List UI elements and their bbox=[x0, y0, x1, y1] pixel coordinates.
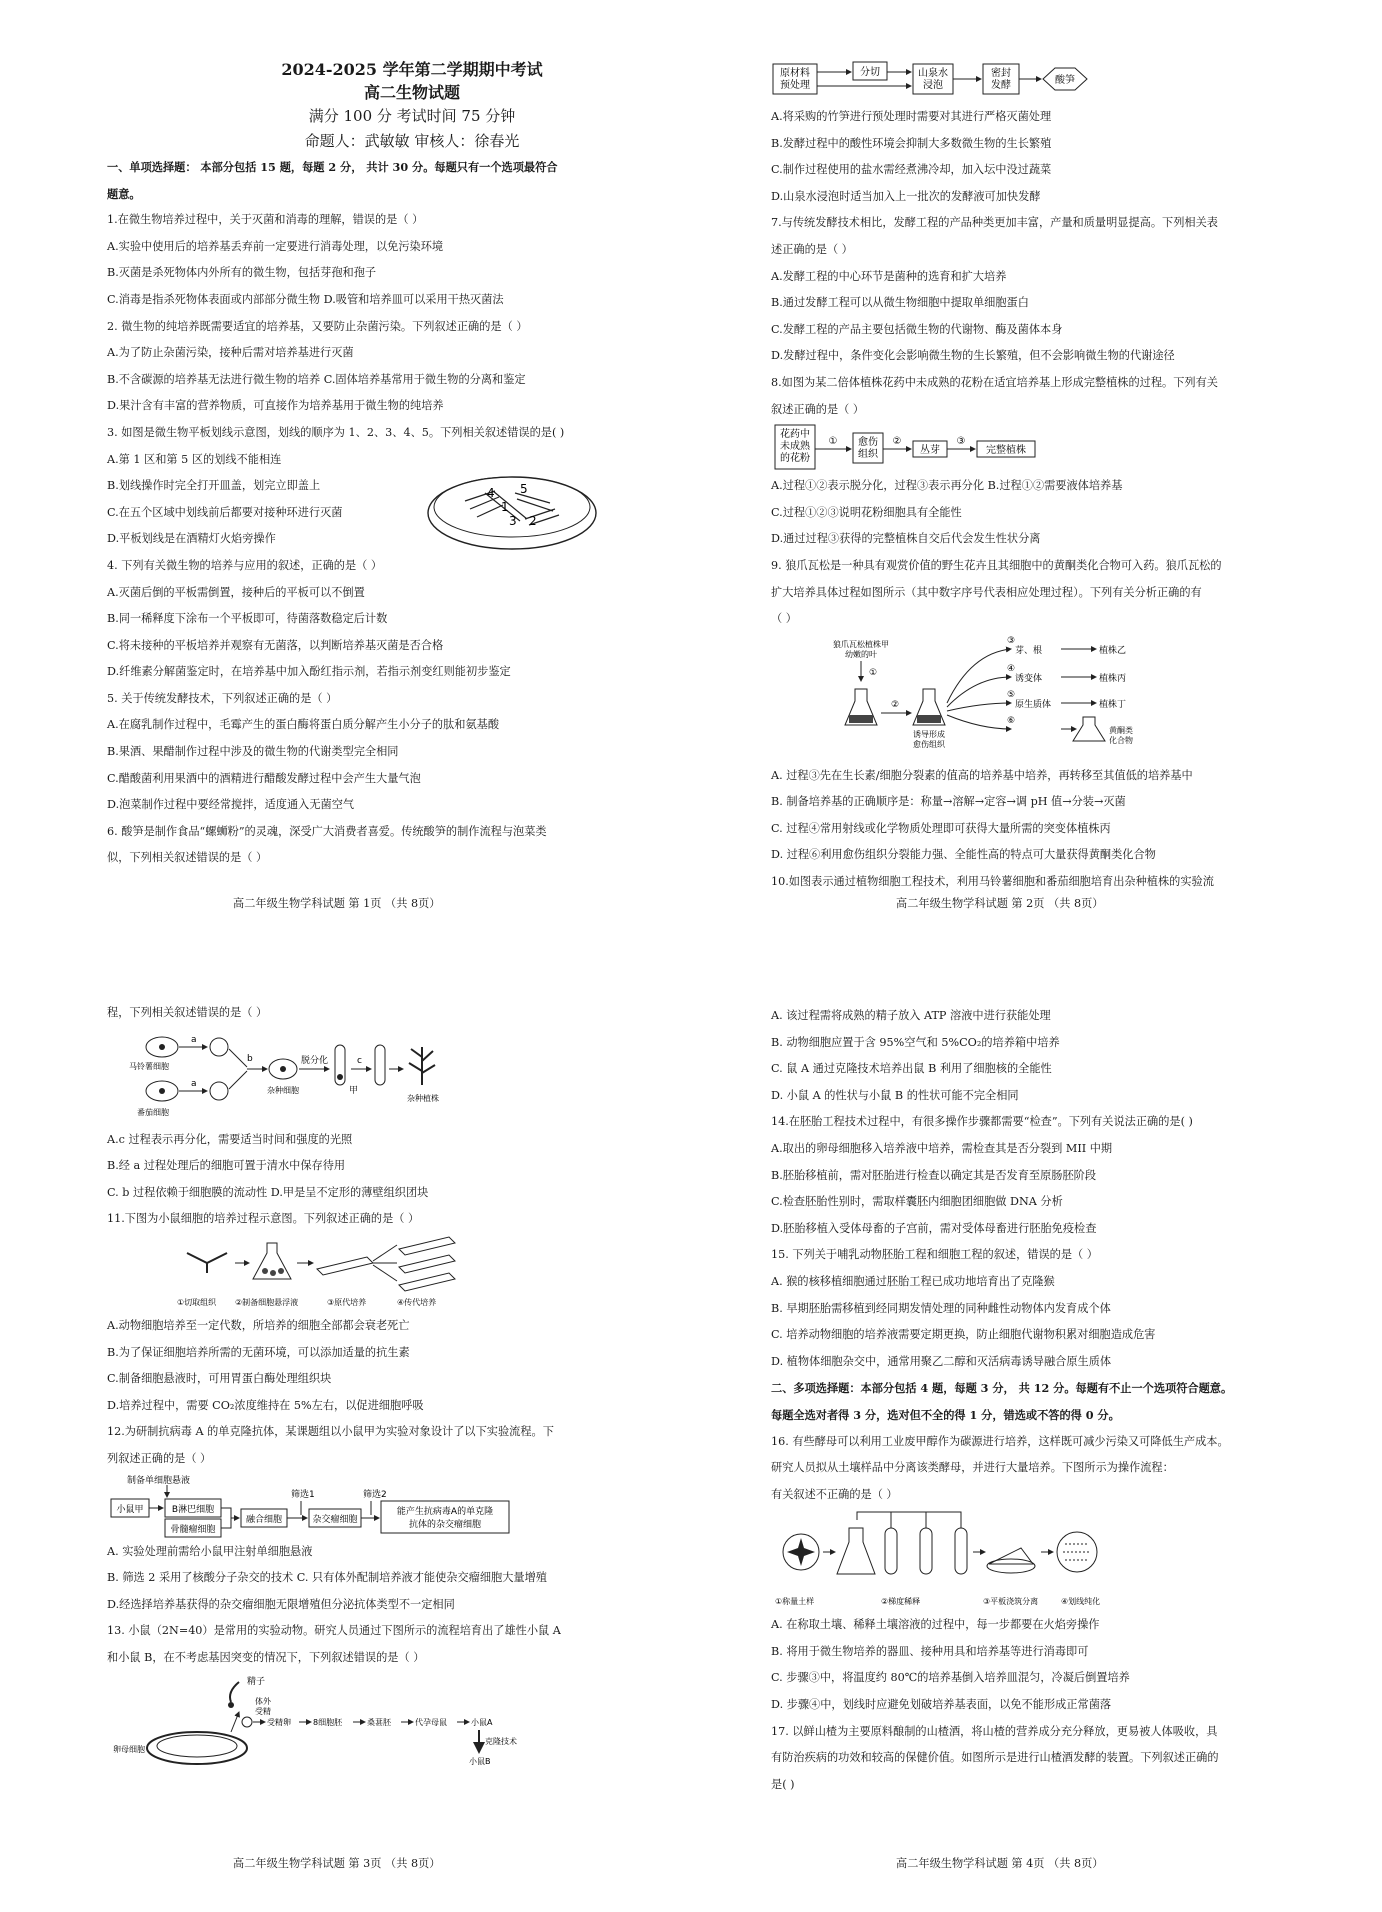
step-num: ③ bbox=[956, 436, 966, 448]
fig-label: 诱导形成愈伤组织 bbox=[913, 729, 945, 749]
flow-step: 山泉水浸泡 bbox=[918, 68, 948, 91]
question-line: A. 过程③先在生长素/细胞分裂素的值高的培养基中培养，再转移至其值低的培养基中 bbox=[771, 768, 1193, 782]
fig-caption: ①切取组织 bbox=[177, 1297, 217, 1307]
yeast-isolation-figure bbox=[771, 1508, 1151, 1612]
q10-stem-cont: 程，下列相关叙述错误的是（ ） bbox=[107, 1006, 268, 1019]
fig-label: 骨髓瘤细胞 bbox=[170, 1524, 216, 1535]
clone-mouse-figure bbox=[107, 1672, 567, 1768]
question-line: 2. 微生物的纯培养既需要适宜的培养基，又要防止杂菌污染。下列叙述正确的是（ ） bbox=[107, 319, 528, 333]
question-line: D. 小鼠 A 的性状与小鼠 B 的性状可能不完全相同 bbox=[771, 1088, 1019, 1102]
question-line: 是( ) bbox=[771, 1777, 795, 1791]
section-1-header-cont: 题意。 bbox=[107, 186, 141, 201]
question-line: 9. 狼爪瓦松是一种具有观赏价值的野生花卉且其细胞中的黄酮类化合物可入药。狼爪瓦松的 bbox=[771, 558, 1222, 572]
question-line: 3. 如图是微生物平板划线示意图，划线的顺序为 1、2、3、4、5。下列相关叙述错误的是( ) bbox=[107, 425, 565, 439]
exam-subtitle: 高二生物试题 bbox=[363, 83, 460, 102]
fig-label: 芽、根 bbox=[1015, 645, 1043, 656]
footer: 高二年级生物学科试题 第 4页 （共 8页） bbox=[896, 1857, 1104, 1870]
question-line: B.同一稀释度下涂布一个平板即可，待菌落数稳定后计数 bbox=[107, 612, 388, 626]
question-line: 有关叙述不正确的是（ ） bbox=[771, 1487, 898, 1501]
section-2-header-cont: 每题全选对者得 3 分，选对但不全的得 1 分，错选或不答的得 0 分。 bbox=[771, 1407, 1120, 1422]
fig-caption: ②制备细胞悬浮液 bbox=[235, 1297, 299, 1307]
question-line: 15. 下列关于哺乳动物胚胎工程和细胞工程的叙述，错误的是（ ） bbox=[771, 1248, 1098, 1262]
page-3-questions-b bbox=[107, 1313, 717, 1473]
wolfclaw-culture-figure bbox=[811, 633, 1211, 763]
question-line: 1.在微生物培养过程中，关于灭菌和消毒的理解，错误的是（ ） bbox=[107, 213, 424, 227]
page-2 bbox=[771, 52, 1381, 896]
question-line: A.发酵工程的中心环节是菌种的选育和扩大培养 bbox=[771, 269, 1007, 283]
page-4 bbox=[771, 1003, 1381, 1798]
fig-label: 杂种细胞 bbox=[267, 1085, 299, 1095]
question-line: C. 过程④常用射线或化学物质处理即可获得大量所需的突变体植株丙 bbox=[771, 821, 1111, 835]
question-line: 10.如图表示通过植物细胞工程技术，利用马铃薯细胞和番茄细胞培育出杂种植株的实验流 bbox=[771, 875, 1214, 889]
question-line: D.泡菜制作过程中要经常搅拌，适度通入无菌空气 bbox=[107, 798, 355, 812]
fig-label: 桑葚胚 bbox=[367, 1717, 391, 1727]
fig-label: 代孕母鼠 bbox=[415, 1717, 447, 1727]
question-line: A.动物细胞培养至一定代数，所培养的细胞全部都会衰老死亡 bbox=[107, 1318, 410, 1332]
fig-label: 融合细胞 bbox=[245, 1514, 283, 1525]
question-line: A. 该过程需将成熟的精子放入 ATP 溶液中进行获能处理 bbox=[771, 1009, 1051, 1022]
step-num: ⑤ bbox=[1007, 689, 1016, 700]
fig-label: 花药中未成熟的花粉 bbox=[780, 429, 810, 465]
score-time: 满分 100 分 考试时间 75 分钟 bbox=[308, 107, 516, 125]
question-line: 列叙述正确的是（ ） bbox=[107, 1451, 212, 1465]
monoclonal-flow-figure bbox=[107, 1473, 527, 1539]
question-line: A. 猴的核移植细胞通过胚胎工程已成功地培育出了克隆猴 bbox=[771, 1274, 1055, 1288]
question-line: D.培养过程中，需要 CO₂浓度维持在 5%左右，以促进细胞呼吸 bbox=[107, 1398, 424, 1412]
page-1 bbox=[107, 58, 717, 872]
step-num: ③ bbox=[1007, 635, 1016, 646]
question-line: A.实验中使用后的培养基丢弃前一定要进行消毒处理，以免污染环境 bbox=[107, 239, 444, 253]
fig-label: 狼爪瓦松植株甲幼嫩的叶 bbox=[833, 639, 889, 659]
question-line: A. 在称取土壤、稀释土壤溶液的过程中，每一步都要在火焰旁操作 bbox=[771, 1618, 1100, 1632]
question-line: B. 早期胚胎需移植到经同期发情处理的同种雌性动物体内发育成个体 bbox=[771, 1301, 1111, 1315]
fig-label: 小鼠B bbox=[469, 1756, 491, 1766]
step-num: ⑥ bbox=[1007, 715, 1016, 726]
question-line: 似，下列相关叙述错误的是（ ） bbox=[107, 851, 268, 865]
fig-label: 甲 bbox=[349, 1085, 359, 1096]
step-num: ① bbox=[828, 436, 838, 448]
fig-caption: ③原代培养 bbox=[327, 1297, 367, 1307]
fig-label: 杂种植株 bbox=[407, 1093, 439, 1103]
flow-step: 密封发酵 bbox=[991, 68, 1011, 91]
question-line: B. 将用于微生物培养的器皿、接种用具和培养基等进行消毒即可 bbox=[771, 1644, 1089, 1658]
footer: 高二年级生物学科试题 第 3页 （共 8页） bbox=[233, 1857, 441, 1870]
fig-label: 番茄细胞 bbox=[137, 1107, 169, 1117]
question-line: D. 步骤④中，划线时应避免划破培养基表面，以免不能形成正常菌落 bbox=[771, 1698, 1112, 1712]
question-line: A.灭菌后倒的平板需倒置，接种后的平板可以不倒置 bbox=[107, 585, 365, 599]
fig-label: 克隆技术 bbox=[485, 1736, 517, 1746]
question-line: B. 动物细胞应置于含 95%空气和 5%CO₂的培养箱中培养 bbox=[771, 1035, 1060, 1049]
question-line: 和小鼠 B，在不考虑基因突变的情况下，下列叙述错误的是（ ） bbox=[107, 1650, 425, 1664]
question-line: 17. 以鲜山楂为主要原料酿制的山楂酒，将山楂的营养成分充分释放，更易被人体吸收，具 bbox=[771, 1724, 1218, 1738]
question-line: D.通过过程③获得的完整植株自交后代会发生性状分离 bbox=[771, 532, 1041, 546]
page-3-questions-c bbox=[107, 1539, 717, 1672]
step-label: a bbox=[191, 1078, 197, 1089]
fig-label: 丛芽 bbox=[920, 445, 940, 457]
question-line: B.发酵过程中的酸性环境会抑制大多数微生物的生长繁殖 bbox=[771, 136, 1052, 150]
question-line: 5. 关于传统发酵技术，下列叙述正确的是（ ） bbox=[107, 691, 338, 705]
question-line: C. 鼠 A 通过克隆技术培养出鼠 B 利用了细胞核的全能性 bbox=[771, 1062, 1052, 1076]
question-line: 述正确的是（ ） bbox=[771, 242, 853, 256]
question-line: 扩大培养具体过程如图所示（其中数字序号代表相应处理过程）。下列有关分析正确的有 bbox=[771, 585, 1202, 599]
page-4-questions-a bbox=[771, 1003, 1381, 1375]
pollen-culture-figure bbox=[771, 423, 1071, 473]
streak-label: 4 bbox=[487, 486, 495, 500]
question-line: C.过程①②③说明花粉细胞具有全能性 bbox=[771, 505, 962, 519]
question-line: 6. 酸笋是制作食品“螺蛳粉”的灵魂，深受广大消费者喜爱。传统酸笋的制作流程与泡菜类 bbox=[107, 824, 547, 838]
fig-label: B淋巴细胞 bbox=[171, 1504, 215, 1515]
question-line: 叙述正确的是（ ） bbox=[771, 402, 865, 416]
question-line: B.胚胎移植前，需对胚胎进行检查以确定其是否发育至原肠胚阶段 bbox=[771, 1168, 1097, 1182]
question-line: D.经选择培养基获得的杂交瘤细胞无限增殖但分泌抗体类型不一定相同 bbox=[107, 1597, 455, 1611]
flow-step-l1: 原材料 bbox=[780, 68, 810, 79]
question-line: A.为了防止杂菌污染，接种后需对培养基进行灭菌 bbox=[107, 346, 354, 360]
fig-label: 植株丙 bbox=[1099, 673, 1127, 684]
question-line: C.制备细胞悬液时，可用胃蛋白酶处理组织块 bbox=[107, 1372, 332, 1386]
page-2-questions-b bbox=[771, 473, 1381, 633]
question-line: A.c 过程表示再分化，需要适当时间和强度的光照 bbox=[107, 1132, 353, 1146]
page-4-questions-c bbox=[771, 1612, 1381, 1798]
fig-label: 制备单细胞悬液 bbox=[127, 1475, 191, 1486]
footer: 高二年级生物学科试题 第 2页 （共 8页） bbox=[896, 897, 1104, 910]
question-line: D.胚胎移植入受体母畜的子宫前，需对受体母畜进行胚胎免疫检查 bbox=[771, 1221, 1097, 1235]
question-line: A.第 1 区和第 5 区的划线不能相连 bbox=[107, 452, 282, 466]
question-line: 7.与传统发酵技术相比，发酵工程的产品种类更加丰富，产量和质量明显提高。下列相关表 bbox=[771, 216, 1218, 230]
question-line: B. 筛选 2 采用了核酸分子杂交的技术 C. 只有体外配制培养液才能使杂交瘤细胞大量增殖 bbox=[107, 1571, 547, 1585]
fig-caption: ④传代培养 bbox=[397, 1297, 437, 1307]
fig-caption: ③平板浇筑分离 bbox=[983, 1597, 1039, 1607]
question-line: C. b 过程依赖于细胞膜的流动性 D.甲是呈不定形的薄壁组织团块 bbox=[107, 1185, 429, 1199]
question-line: 11.下图为小鼠细胞的培养过程示意图。下列叙述正确的是（ ） bbox=[107, 1212, 420, 1226]
fig-label: 筛选2 bbox=[363, 1489, 387, 1500]
question-line: A.在腐乳制作过程中，毛霉产生的蛋白酶将蛋白质分解产生小分子的肽和氨基酸 bbox=[107, 718, 500, 732]
step-num: ② bbox=[891, 699, 900, 710]
question-line: B.划线操作时完全打开皿盖，划完立即盖上 bbox=[107, 479, 321, 493]
footer: 高二年级生物学科试题 第 1页 （共 8页） bbox=[233, 897, 441, 910]
question-line: D.果汁含有丰富的营养物质，可直接作为培养基用于微生物的纯培养 bbox=[107, 399, 444, 413]
question-line: B.灭菌是杀死物体内外所有的微生物，包括芽孢和孢子 bbox=[107, 266, 377, 280]
step-label: 脱分化 bbox=[301, 1055, 329, 1066]
question-line: D. 植物体细胞杂交中，通常用聚乙二醇和灭活病毒诱导融合原生质体 bbox=[771, 1354, 1112, 1368]
question-line: B.经 a 过程处理后的细胞可置于清水中保存待用 bbox=[107, 1159, 346, 1173]
question-line: 13. 小鼠（2N=40）是常用的实验动物。研究人员通过下图所示的流程培育出了雄性小鼠 A bbox=[107, 1624, 561, 1638]
question-line: C. 步骤③中，将温度约 80℃的培养基倒入培养皿混匀，冷凝后倒置培养 bbox=[771, 1671, 1130, 1685]
question-line: A.过程①②表示脱分化，过程③表示再分化 B.过程①②需要液体培养基 bbox=[771, 479, 1123, 493]
question-line: D.纤维素分解菌鉴定时，在培养基中加入酚红指示剂，若指示剂变红则能初步鉴定 bbox=[107, 665, 511, 679]
question-line: C.在五个区域中划线前后都要对接种环进行灭菌 bbox=[107, 505, 343, 519]
question-line: D.山泉水浸泡时适当加入上一批次的发酵液可加快发酵 bbox=[771, 189, 1041, 203]
fig-label: 愈伤组织 bbox=[858, 437, 878, 461]
question-line: 12.为研制抗病毒 A 的单克隆抗体，某课题组以小鼠甲为实验对象设计了以下实验流程。下 bbox=[107, 1425, 554, 1439]
question-line: B.为了保证细胞培养所需的无菌环境，可以添加适量的抗生素 bbox=[107, 1345, 410, 1359]
step-num: ① bbox=[869, 667, 878, 678]
mouse-cell-culture-figure bbox=[177, 1233, 537, 1313]
fig-label: 精子 bbox=[247, 1676, 266, 1687]
fig-label: 能产生抗病毒A的单克隆 bbox=[396, 1506, 494, 1517]
fig-label: 筛选1 bbox=[291, 1489, 315, 1500]
fig-label: 植株丁 bbox=[1099, 699, 1127, 710]
section-1-header: 一、单项选择题： 本部分包括 15 题，每题 2 分， 共计 30 分。每题只有一个选项最符合 bbox=[107, 160, 558, 174]
question-line: C.制作过程使用的盐水需经煮沸冷却，加入坛中没过蔬菜 bbox=[771, 163, 1052, 177]
section-2-header: 二、多项选择题：本部分包括 4 题，每题 3 分， 共 12 分。每题有不止一个选项符合题意。 bbox=[771, 1381, 1233, 1396]
fig-label: 抗体的杂交瘤细胞 bbox=[408, 1519, 482, 1530]
question-line: 8.如图为某二倍体植株花药中未成熟的花粉在适宜培养基上形成完整植株的过程。下列有关 bbox=[771, 375, 1218, 389]
bamboo-flow-figure bbox=[771, 52, 1131, 104]
flow-step-l2: 预处理 bbox=[780, 80, 810, 91]
page-1-questions bbox=[107, 207, 717, 872]
fig-caption: ④划线纯化 bbox=[1061, 1597, 1101, 1607]
step-label: b bbox=[247, 1053, 253, 1064]
question-line: 4. 下列有关微生物的培养与应用的叙述，正确的是（ ） bbox=[107, 558, 383, 572]
step-num: ④ bbox=[1007, 663, 1016, 674]
question-line: B.通过发酵工程可以从微生物细胞中提取单细胞蛋白 bbox=[771, 296, 1029, 310]
question-line: 研究人员拟从土壤样品中分离该类酵母，并进行大量培养。下图所示为操作流程： bbox=[771, 1461, 1174, 1475]
page-3 bbox=[107, 1000, 717, 1768]
question-line: （ ） bbox=[771, 612, 797, 626]
exam-title: 2024-2025 学年第二学期期中考试 bbox=[281, 60, 543, 79]
flow-step: 分切 bbox=[860, 67, 880, 78]
streak-label: 5 bbox=[520, 482, 528, 496]
fig-label: 诱变体 bbox=[1015, 673, 1043, 684]
question-line: B.不含碳源的培养基无法进行微生物的培养 C.固体培养基常用于微生物的分离和鉴定 bbox=[107, 372, 526, 386]
question-line: A.将采购的竹笋进行预处理时需要对其进行严格灭菌处理 bbox=[771, 110, 1052, 123]
step-num: ② bbox=[892, 436, 902, 448]
question-line: C. 培养动物细胞的培养液需要定期更换，防止细胞代谢物积累对细胞造成危害 bbox=[771, 1328, 1156, 1342]
flow-step bbox=[780, 66, 810, 91]
fig-label: 黄酮类化合物 bbox=[1109, 725, 1133, 745]
question-line: B.果酒、果醋制作过程中涉及的微生物的代谢类型完全相同 bbox=[107, 745, 399, 759]
question-line: A. 实验处理前需给小鼠甲注射单细胞悬液 bbox=[107, 1544, 313, 1558]
fig-label: 完整植株 bbox=[986, 445, 1026, 457]
page-4-questions-b bbox=[771, 1429, 1381, 1509]
question-line: C.检查胚胎性别时，需取样囊胚内细胞团细胞做 DNA 分析 bbox=[771, 1195, 1063, 1209]
question-line: A.取出的卵母细胞移入培养液中培养，需检查其是否分裂到 MII 中期 bbox=[771, 1141, 1113, 1155]
page-3-questions-a bbox=[107, 1127, 717, 1233]
streak-plate-figure bbox=[425, 463, 600, 555]
fig-caption: ②梯度稀释 bbox=[881, 1597, 921, 1607]
step-label: c bbox=[357, 1055, 362, 1066]
fig-label: 8细胞胚 bbox=[313, 1717, 343, 1727]
question-line: D. 过程⑥利用愈伤组织分裂能力强、全能性高的特点可大量获得黄酮类化合物 bbox=[771, 848, 1156, 862]
question-line: D.发酵过程中，条件变化会影响微生物的生长繁殖，但不会影响微生物的代谢途径 bbox=[771, 349, 1175, 363]
page-2-questions-c bbox=[771, 763, 1381, 896]
fig-label: 小鼠甲 bbox=[116, 1504, 144, 1515]
fig-label: 植株乙 bbox=[1099, 645, 1127, 656]
fig-label: 卵母细胞 bbox=[113, 1744, 145, 1754]
question-line: C.醋酸菌利用果酒中的酒精进行醋酸发酵过程中会产生大量气泡 bbox=[107, 771, 421, 785]
question-line: D.平板划线是在酒精灯火焰旁操作 bbox=[107, 532, 276, 546]
flow-step: 酸笋 bbox=[1055, 75, 1075, 86]
fig-label: 原生质体 bbox=[1015, 699, 1052, 710]
question-line: C.消毒是指杀死物体表面或内部部分微生物 D.吸管和培养皿可以采用干热灭菌法 bbox=[107, 292, 504, 306]
streak-label: 2 bbox=[529, 514, 537, 528]
streak-label: 3 bbox=[509, 514, 517, 528]
fig-label: 马铃薯细胞 bbox=[129, 1061, 169, 1071]
streak-label: 1 bbox=[501, 500, 509, 514]
page-2-questions-a bbox=[771, 104, 1381, 423]
fig-label: 杂交瘤细胞 bbox=[312, 1514, 358, 1525]
somatic-hybrid-figure bbox=[107, 1027, 467, 1127]
step-label: a bbox=[191, 1034, 197, 1045]
question-line: 有防治疾病的功效和较高的保健价值。如图所示是进行山楂酒发酵的装置。下列叙述正确的 bbox=[771, 1751, 1219, 1765]
question-line: C.发酵工程的产品主要包括微生物的代谢物、酶及菌体本身 bbox=[771, 322, 1063, 336]
question-line: C.将未接种的平板培养并观察有无菌落，以判断培养基灭菌是否合格 bbox=[107, 638, 444, 652]
fig-label: 受精卵 bbox=[267, 1717, 291, 1727]
authors: 命题人：武敏敏 审核人：徐春光 bbox=[304, 132, 520, 150]
question-line: B. 制备培养基的正确顺序是：称量→溶解→定容→调 pH 值→分装→灭菌 bbox=[771, 795, 1126, 809]
fig-label: 小鼠A bbox=[471, 1717, 493, 1727]
fig-label: 体外受精 bbox=[255, 1696, 271, 1716]
question-line: 16. 有些酵母可以利用工业废甲醇作为碳源进行培养，这样既可减少污染又可降低生产成本。 bbox=[771, 1434, 1229, 1448]
question-line: 14.在胚胎工程技术过程中，有很多操作步骤都需要“检查”。下列有关说法正确的是( ) bbox=[771, 1115, 1193, 1129]
fig-caption: ①称量土样 bbox=[775, 1597, 815, 1607]
